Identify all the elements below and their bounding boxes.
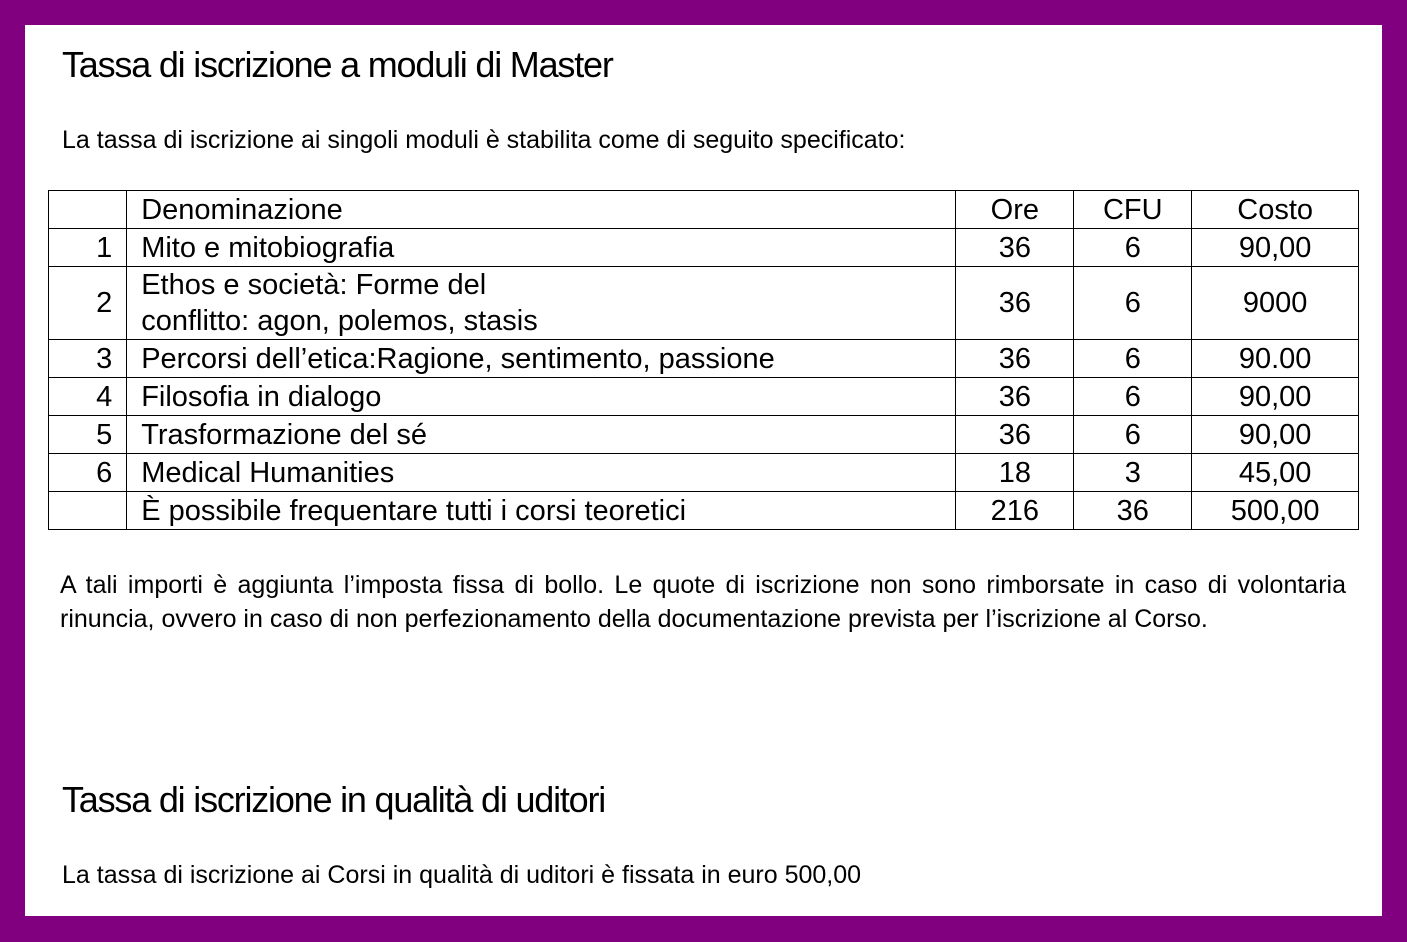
row-ore: 36 bbox=[956, 340, 1074, 378]
row-name: Mito e mitobiografia bbox=[127, 229, 956, 267]
row-num: 4 bbox=[49, 378, 127, 416]
row-ore: 36 bbox=[956, 416, 1074, 454]
table-row bbox=[49, 416, 1359, 454]
row-costo: 90,00 bbox=[1192, 229, 1359, 267]
row-costo: 90,00 bbox=[1192, 378, 1359, 416]
row-name: Percorsi dell’etica:Ragione, sentimento, passione bbox=[127, 340, 956, 378]
header-denominazione: Denominazione bbox=[127, 191, 956, 229]
section-title-uditori: Tassa di iscrizione in qualità di uditori bbox=[62, 779, 606, 820]
row-costo: 90.00 bbox=[1192, 340, 1359, 378]
row-num bbox=[49, 492, 127, 530]
header-costo: Costo bbox=[1192, 191, 1359, 229]
row-costo: 45,00 bbox=[1192, 454, 1359, 492]
header-num bbox=[49, 191, 127, 229]
table-row bbox=[49, 229, 1359, 267]
row-name: Medical Humanities bbox=[127, 454, 956, 492]
row-cfu: 6 bbox=[1074, 267, 1192, 340]
row-num: 3 bbox=[49, 340, 127, 378]
row-name: Trasformazione del sé bbox=[127, 416, 956, 454]
section-intro-moduli: La tassa di iscrizione ai singoli moduli è stabilita come di seguito specificato: bbox=[62, 126, 906, 154]
header-ore: Ore bbox=[956, 191, 1074, 229]
row-name-line1: Ethos e società: Forme del bbox=[141, 269, 487, 301]
table-total-row bbox=[49, 492, 1359, 530]
table-row bbox=[49, 267, 1359, 340]
row-cfu: 6 bbox=[1074, 229, 1192, 267]
document-page bbox=[25, 25, 1382, 916]
row-ore: 36 bbox=[956, 229, 1074, 267]
header-cfu: CFU bbox=[1074, 191, 1192, 229]
row-costo: 500,00 bbox=[1192, 492, 1359, 530]
row-num: 2 bbox=[49, 267, 127, 340]
row-name: Filosofia in dialogo bbox=[127, 378, 956, 416]
row-name bbox=[127, 267, 956, 340]
row-num: 6 bbox=[49, 454, 127, 492]
row-cfu: 6 bbox=[1074, 378, 1192, 416]
row-num: 5 bbox=[49, 416, 127, 454]
row-name-line2: conflitto: agon, polemos, stasis bbox=[141, 305, 538, 337]
row-costo: 90,00 bbox=[1192, 416, 1359, 454]
row-costo: 9000 bbox=[1192, 267, 1359, 340]
row-cfu: 6 bbox=[1074, 340, 1192, 378]
row-ore: 36 bbox=[956, 267, 1074, 340]
section-intro-uditori: La tassa di iscrizione ai Corsi in qualità di uditori è fissata in euro 500,00 bbox=[62, 861, 862, 889]
section-title-moduli: Tassa di iscrizione a moduli di Master bbox=[62, 44, 613, 85]
row-cfu: 36 bbox=[1074, 492, 1192, 530]
row-ore: 216 bbox=[956, 492, 1074, 530]
table-row bbox=[49, 454, 1359, 492]
row-ore: 18 bbox=[956, 454, 1074, 492]
fees-table bbox=[48, 190, 1359, 530]
row-ore: 36 bbox=[956, 378, 1074, 416]
row-name: È possibile frequentare tutti i corsi teoretici bbox=[127, 492, 956, 530]
table-header-row bbox=[49, 191, 1359, 229]
row-cfu: 3 bbox=[1074, 454, 1192, 492]
table-row bbox=[49, 340, 1359, 378]
row-cfu: 6 bbox=[1074, 416, 1192, 454]
row-num: 1 bbox=[49, 229, 127, 267]
fees-note-paragraph: A tali importi è aggiunta l’imposta fissa di bollo. Le quote di iscrizione non sono rimborsate in caso di volontaria rinuncia, ovvero in caso di non perfezionamento della documentazione prevista per l’iscrizione al Corso. bbox=[60, 571, 1346, 633]
table-row bbox=[49, 378, 1359, 416]
